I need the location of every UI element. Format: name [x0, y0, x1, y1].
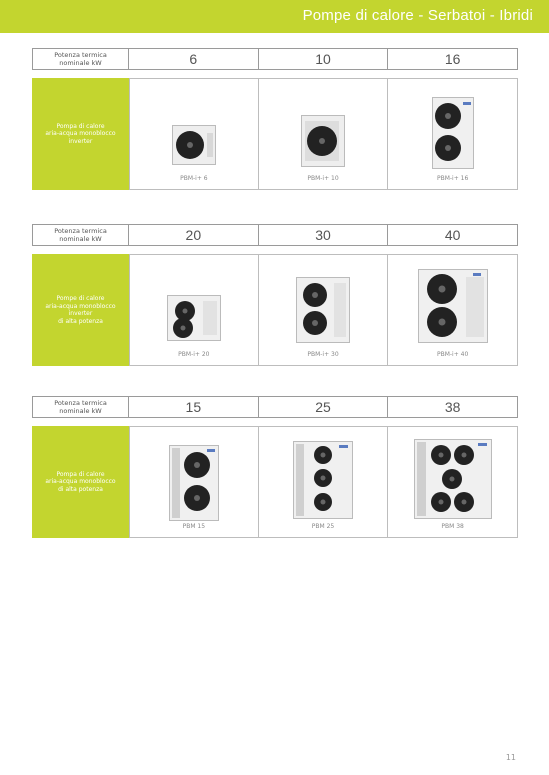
power-label: Potenza termica nominale kW [32, 224, 129, 246]
heat-pump-unit-image [296, 277, 350, 343]
product-description-cell [32, 254, 129, 366]
model-label: PBM-i+ 16 [436, 175, 469, 182]
model-label: PBM-i+ 30 [307, 351, 339, 358]
product-cell [259, 78, 389, 190]
model-label: PBM-i+ 6 [180, 175, 208, 182]
product-cell [259, 426, 389, 538]
page-number: 11 [505, 753, 516, 762]
power-value: 20 [129, 224, 259, 246]
model-label: PBM-i+ 40 [436, 351, 469, 358]
product-description: Pompa di calore aria-acqua monoblocco inverter [45, 122, 116, 145]
power-value: 16 [388, 48, 518, 70]
product-row [32, 78, 518, 190]
product-section-3 [32, 396, 518, 538]
page-title: Pompe di calore - Serbatoi - Ibridi [302, 7, 533, 24]
heat-pump-unit-image [301, 115, 345, 167]
model-label: PBM-i+ 20 [178, 351, 210, 358]
product-cell [388, 78, 518, 190]
product-cell [129, 426, 259, 538]
heat-pump-unit-image [172, 125, 216, 165]
product-description-cell [32, 78, 129, 190]
power-label: Potenza termica nominale kW [32, 396, 129, 418]
product-row [32, 426, 518, 538]
model-label: PBM-i+ 10 [307, 175, 339, 182]
model-label: PBM 25 [311, 523, 335, 530]
model-label: PBM 15 [182, 523, 206, 530]
heat-pump-unit-image [167, 295, 221, 341]
power-header-row [32, 48, 518, 70]
power-header-row [32, 224, 518, 246]
product-cell [388, 426, 518, 538]
power-value: 10 [259, 48, 389, 70]
power-value: 40 [388, 224, 518, 246]
heat-pump-unit-image [169, 445, 219, 521]
product-section-1 [32, 48, 518, 190]
model-label: PBM 38 [441, 523, 464, 530]
product-cell [129, 78, 259, 190]
power-value: 30 [259, 224, 389, 246]
product-cell [129, 254, 259, 366]
product-section-2 [32, 224, 518, 366]
product-cell [388, 254, 518, 366]
power-header-row [32, 396, 518, 418]
power-value: 15 [129, 396, 259, 418]
product-description: Pompa di calore aria-acqua monoblocco di alta potenza [45, 470, 116, 493]
power-label: Potenza termica nominale kW [32, 48, 129, 70]
power-value: 38 [388, 396, 518, 418]
product-description-cell [32, 426, 129, 538]
product-cell [259, 254, 389, 366]
heat-pump-unit-image [293, 441, 353, 519]
power-value: 25 [259, 396, 389, 418]
product-row [32, 254, 518, 366]
heat-pump-unit-image [418, 269, 488, 343]
product-description: Pompe di calore aria-acqua monoblocco inverter di alta potenza [45, 295, 116, 325]
power-value: 6 [129, 48, 259, 70]
heat-pump-unit-image [432, 97, 474, 169]
heat-pump-unit-image [414, 439, 492, 519]
